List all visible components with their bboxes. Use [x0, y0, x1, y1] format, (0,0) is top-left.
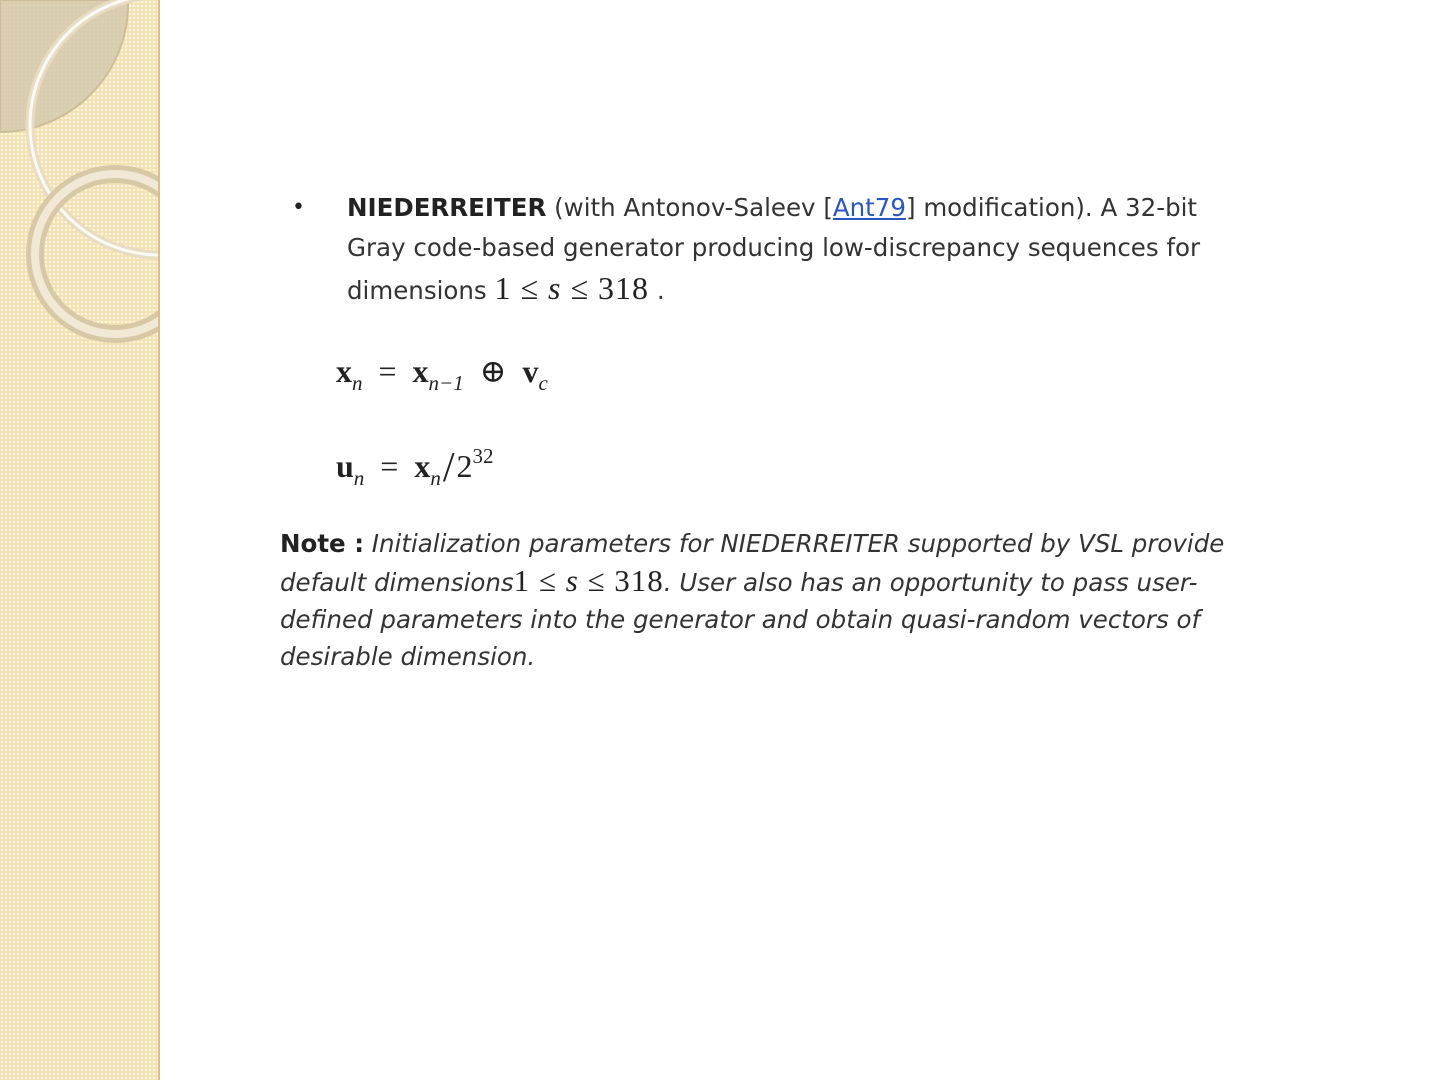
- dimension-range: 1 ≤ s ≤ 318: [494, 270, 650, 306]
- normalization-formula: $u_n = x_n/2^{32}$: [336, 444, 494, 491]
- decorative-rings: [0, 0, 160, 1080]
- recurrence-formula: $x_n = x_{n-1}$ ⊕ $v_c$: [336, 353, 548, 395]
- note-label: Note :: [280, 529, 364, 558]
- decorative-side-band: [0, 0, 160, 1080]
- ant79-reference-link[interactable]: Ant79: [832, 193, 906, 222]
- bullet-text-end: .: [649, 276, 665, 305]
- bullet-item-niederreiter: [292, 188, 1252, 311]
- note-text: Initialization parameters for NIEDERREITER supported by VSL provide default dimensions: [280, 529, 1225, 597]
- note-dimension-range: 1 ≤ s ≤ 318: [513, 563, 664, 598]
- note-paragraph: [280, 525, 1270, 675]
- bullet-text-part: (with Antonov-Saleev [: [546, 193, 833, 222]
- bullet-text: [347, 188, 1252, 311]
- bullet-text-part: ] modification). A 32-bit Gray code-based generator producing low-discrepancy sequences for dimensions: [347, 193, 1201, 305]
- bullet-dot: •: [292, 195, 305, 220]
- generator-name: NIEDERREITER: [347, 193, 547, 222]
- note-text-continued: . User also has an opportunity to pass user-defined parameters into the generator and obtain quasi-random vectors of desirable dimension.: [280, 568, 1201, 671]
